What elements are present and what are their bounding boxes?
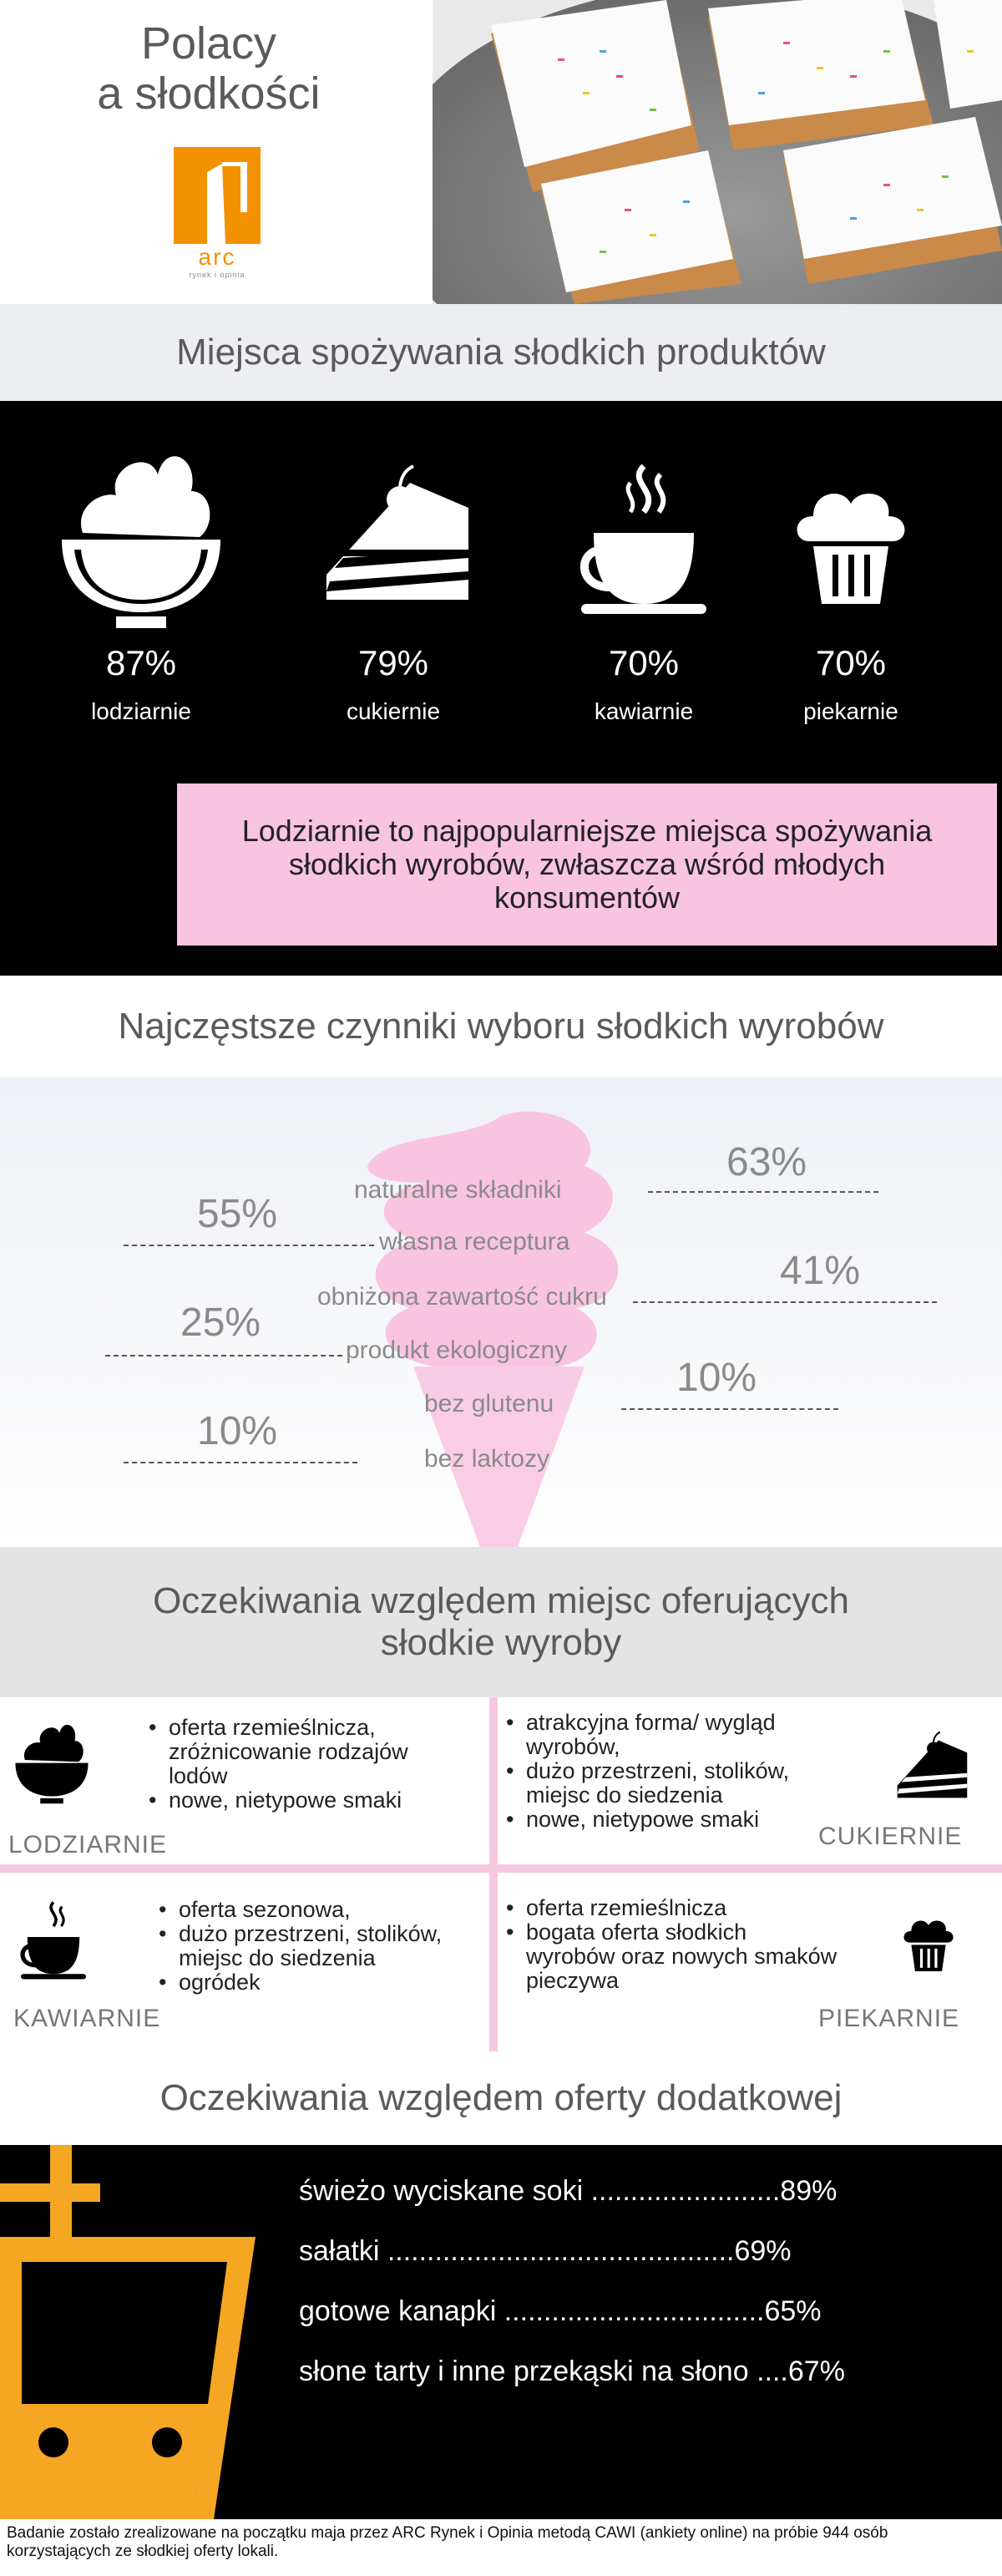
ice-cream-cone-icon <box>334 1099 651 1547</box>
grid-divider-vertical <box>489 1697 498 2051</box>
factor-line <box>105 1355 342 1356</box>
factor-line <box>621 1408 838 1410</box>
bullet-item: • dużo przestrzeni, stolików, miejsc do siedzenia <box>159 1922 484 1970</box>
expectations-heading: Oczekiwania względem miejsc oferujących słodkie wyroby <box>0 1547 1002 1697</box>
bullet-item: • oferta rzemieślnicza <box>506 1896 840 1920</box>
place-label: cukiernie <box>346 698 441 724</box>
place-percent: 79% <box>357 643 429 682</box>
extra-item-tarty <box>299 2355 975 2388</box>
factor-label: własna receptura <box>379 1228 570 1255</box>
extra-item-soki <box>299 2175 975 2208</box>
logo-text: arc <box>198 244 236 270</box>
extra-percent: 65% <box>764 2295 822 2327</box>
factor-label: obniżona zawartość cukru <box>317 1283 607 1311</box>
extra-label: świeżo wyciskane soki <box>299 2175 584 2207</box>
cake-slice-icon <box>310 433 477 633</box>
factor-line <box>633 1301 937 1303</box>
bullet-item: • dużo przestrzeni, stolików, miejsc do siedzenia <box>506 1759 857 1808</box>
place-label: piekarnie <box>803 698 898 724</box>
expectations-grid <box>0 1697 1002 2051</box>
cell-bullets-cukiernie <box>506 1711 857 1832</box>
factor-label: produkt ekologiczny <box>346 1336 568 1364</box>
footer-note: Badanie zostało zrealizowane na początku maja przez ARC Rynek i Opinia metodą CAWI (ankiety online) na próbie 944 osób korzystających ze słodkiej oferty lokali. <box>0 2519 1002 2576</box>
cell-bullets-lodziarnie <box>149 1716 458 1813</box>
place-percent: 70% <box>608 643 680 682</box>
extra-section <box>0 2145 1002 2519</box>
cell-category-piekarnie: PIEKARNIE <box>818 2005 960 2032</box>
place-item-cukiernie <box>297 433 489 725</box>
header <box>0 0 1002 304</box>
muffin-icon <box>767 433 934 633</box>
logo-subtitle: rynek i opinia <box>189 271 245 279</box>
bullet-item: • oferta sezonowa, <box>159 1898 484 1922</box>
extra-dots: ................................. <box>504 2295 765 2327</box>
cake-photo <box>433 0 1002 304</box>
extra-percent: 69% <box>734 2235 792 2267</box>
cell-bullets-piekarnie <box>506 1896 840 1993</box>
cake-slice-icon <box>880 1716 980 1814</box>
place-percent: 87% <box>105 643 177 682</box>
factor-label: bez glutenu <box>424 1390 554 1417</box>
juice-glass-icon <box>0 2145 267 2519</box>
bullet-item: • nowe, nietypowe smaki <box>149 1788 458 1813</box>
cell-category-lodziarnie: LODZIARNIE <box>8 1831 168 1858</box>
factor-percent: 63% <box>726 1140 807 1184</box>
place-label: kawiarnie <box>594 698 694 724</box>
places-note: Lodziarnie to najpopularniejsze miejsca spożywania słodkich wyrobów, zwłaszcza wśród młodych konsumentów <box>177 783 997 946</box>
extra-item-kanapki <box>299 2295 975 2328</box>
muffin-icon <box>887 1893 970 1985</box>
factors-heading: Najczęstsze czynniki wyboru słodkich wyrobów <box>0 976 1002 1078</box>
place-item-kawiarnie <box>548 433 740 725</box>
place-item-piekarnie <box>755 433 947 725</box>
extra-dots: .... <box>757 2355 788 2387</box>
arc-logo-icon <box>174 147 261 244</box>
extra-item-salatki <box>299 2235 975 2268</box>
factor-percent: 25% <box>180 1301 261 1345</box>
factor-line <box>124 1245 374 1246</box>
extra-label: gotowe kanapki <box>299 2295 497 2327</box>
cell-category-kawiarnie: KAWIARNIE <box>13 2005 161 2032</box>
ice-cream-bowl-icon <box>12 1714 92 1806</box>
place-percent: 70% <box>815 643 887 682</box>
factor-line <box>124 1462 357 1463</box>
ice-cream-bowl-icon <box>58 433 225 633</box>
bullet-item: • atrakcyjna forma/ wygląd wyrobów, <box>506 1711 857 1759</box>
extra-percent: 67% <box>787 2355 845 2387</box>
factor-percent: 41% <box>780 1249 861 1293</box>
factor-label: naturalne składniki <box>354 1176 562 1204</box>
bullet-item: • ogródek <box>159 1970 484 1995</box>
page-title: Polacy a słodkości <box>97 18 321 119</box>
factor-percent: 10% <box>676 1356 757 1400</box>
coffee-cup-icon <box>560 433 727 633</box>
bullet-item: • oferta rzemieślnicza, zróżnicowanie rodzajów lodów <box>149 1716 458 1788</box>
extra-dots: ............................................ <box>387 2235 735 2267</box>
factor-label: bez laktozy <box>424 1445 550 1473</box>
cell-category-cukiernie: CUKIERNIE <box>818 1823 963 1850</box>
grid-divider-horizontal <box>0 1864 1002 1873</box>
factor-percent: 55% <box>197 1192 278 1236</box>
cell-bullets-kawiarnie <box>159 1898 484 1995</box>
bullet-item: • nowe, nietypowe smaki <box>506 1808 857 1832</box>
extra-percent: 89% <box>780 2175 838 2207</box>
extra-label: sałatki <box>299 2235 380 2267</box>
extra-heading: Oczekiwania względem oferty dodatkowej <box>0 2051 1002 2145</box>
place-label: lodziarnie <box>91 698 191 724</box>
factor-percent: 10% <box>197 1409 278 1453</box>
bullet-item: • bogata oferta słodkich wyrobów oraz nowych smaków pieczywa <box>506 1920 840 1993</box>
places-heading: Miejsca spożywania słodkich produktów <box>0 304 1002 401</box>
coffee-cup-icon <box>10 1884 97 1990</box>
extra-label: słone tarty i inne przekąski na słono <box>299 2355 757 2387</box>
place-item-lodziarnie <box>45 433 237 725</box>
extra-dots: ........................ <box>590 2175 781 2207</box>
factors-section <box>0 1078 1002 1547</box>
factor-line <box>648 1191 878 1193</box>
places-section <box>0 401 1002 976</box>
